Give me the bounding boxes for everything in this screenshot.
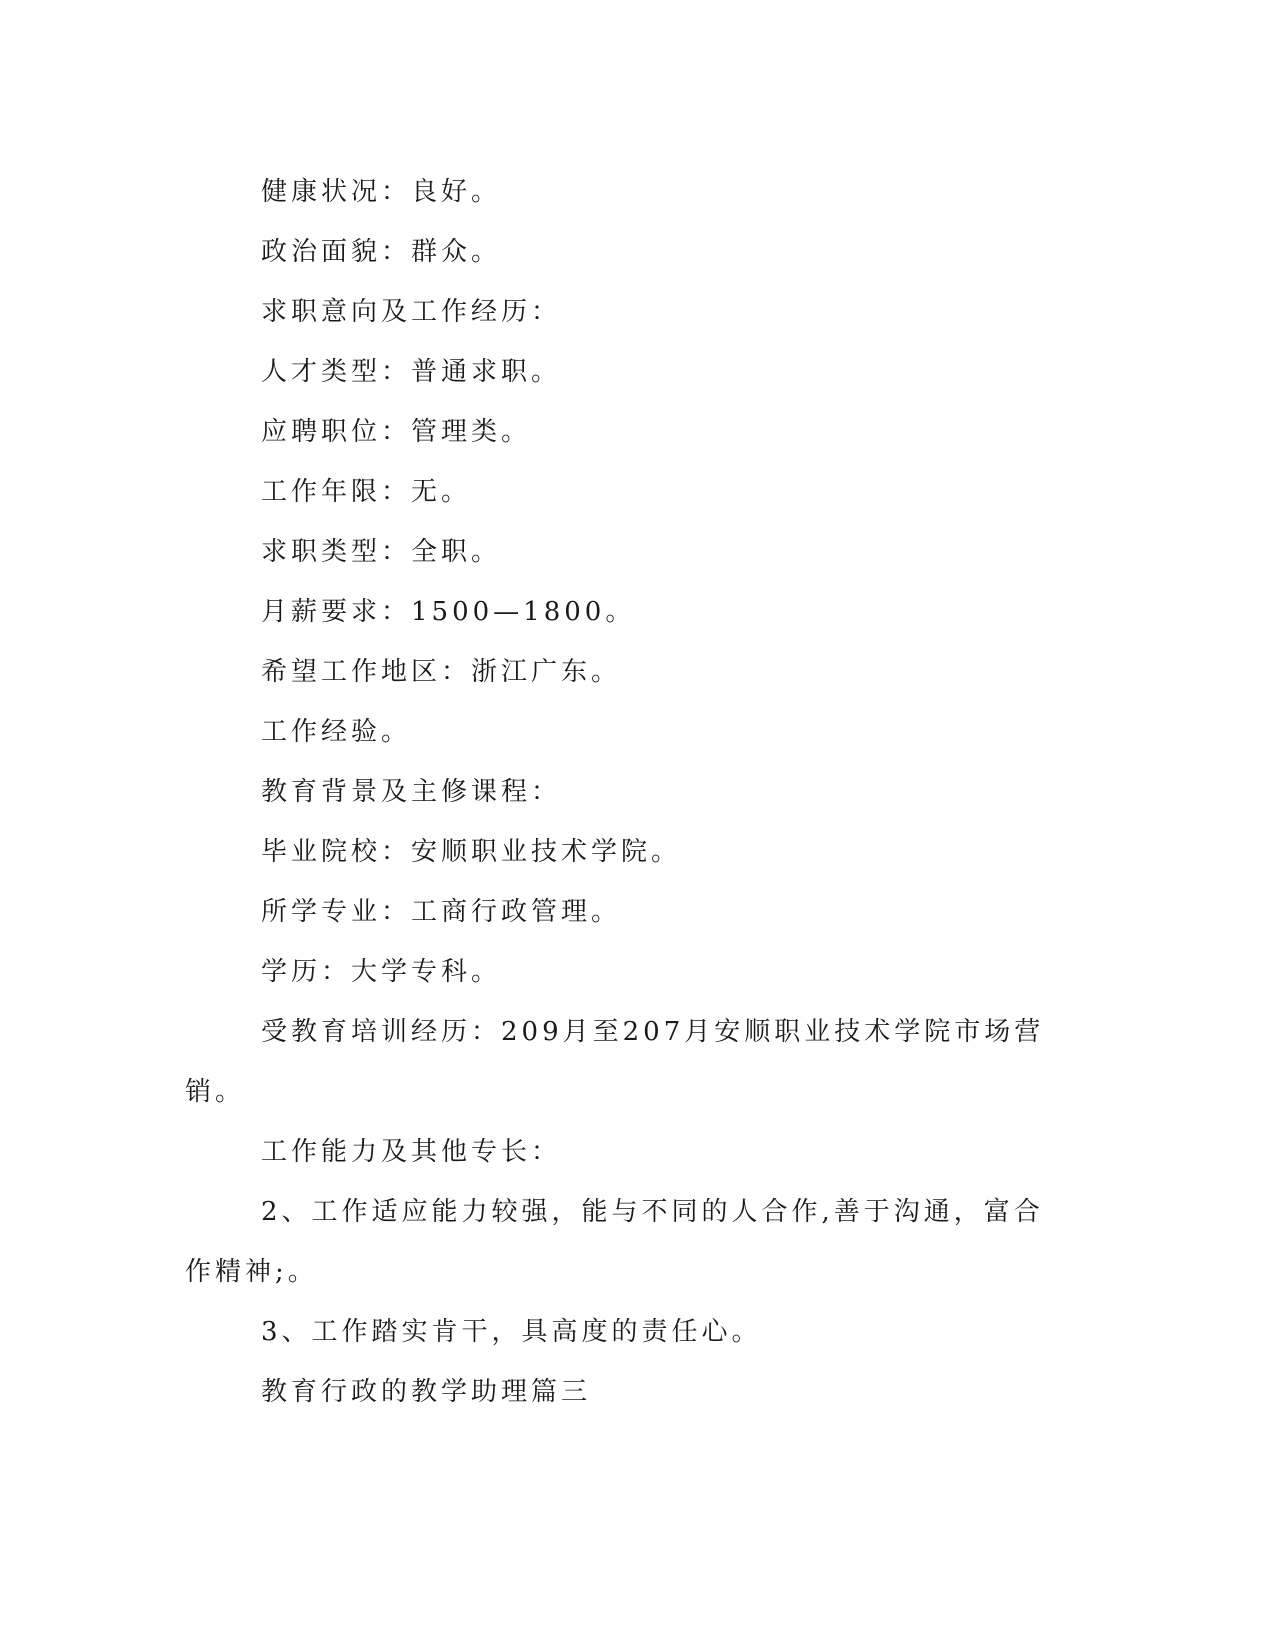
paragraph-education-heading: 教育背景及主修课程： xyxy=(261,777,562,807)
paragraph-applied-position: 应聘职位：管理类。 xyxy=(261,417,532,447)
paragraph-work-years: 工作年限：无。 xyxy=(261,477,472,507)
paragraph-ability-2: 2、工作适应能力较强，能与不同的人合作,善于沟通，富合作精神;。 xyxy=(185,1197,1044,1287)
paragraph-work-experience: 工作经验。 xyxy=(261,717,412,747)
section-heading: 教育行政的教学助理篇三 xyxy=(261,1377,592,1407)
paragraph-job-type: 求职类型：全职。 xyxy=(261,537,502,567)
paragraph-degree: 学历：大学专科。 xyxy=(261,957,502,987)
document-body xyxy=(185,162,1065,1422)
paragraph-training: 受教育培训经历：209月至207月安顺职业技术学院市场营销。 xyxy=(185,1017,1045,1107)
paragraph-job-intention-heading: 求职意向及工作经历： xyxy=(261,297,562,327)
paragraph-health: 健康状况：良好。 xyxy=(261,177,502,207)
paragraph-abilities-heading: 工作能力及其他专长： xyxy=(261,1137,562,1167)
paragraph-major: 所学专业：工商行政管理。 xyxy=(261,897,622,927)
paragraph-political-status: 政治面貌：群众。 xyxy=(261,237,502,267)
paragraph-school: 毕业院校：安顺职业技术学院。 xyxy=(261,837,682,867)
paragraph-desired-region: 希望工作地区：浙江广东。 xyxy=(261,657,622,687)
paragraph-salary: 月薪要求：1500—1800。 xyxy=(261,597,636,627)
paragraph-talent-type: 人才类型：普通求职。 xyxy=(261,357,562,387)
paragraph-ability-3: 3、工作踏实肯干，具高度的责任心。 xyxy=(261,1317,762,1347)
